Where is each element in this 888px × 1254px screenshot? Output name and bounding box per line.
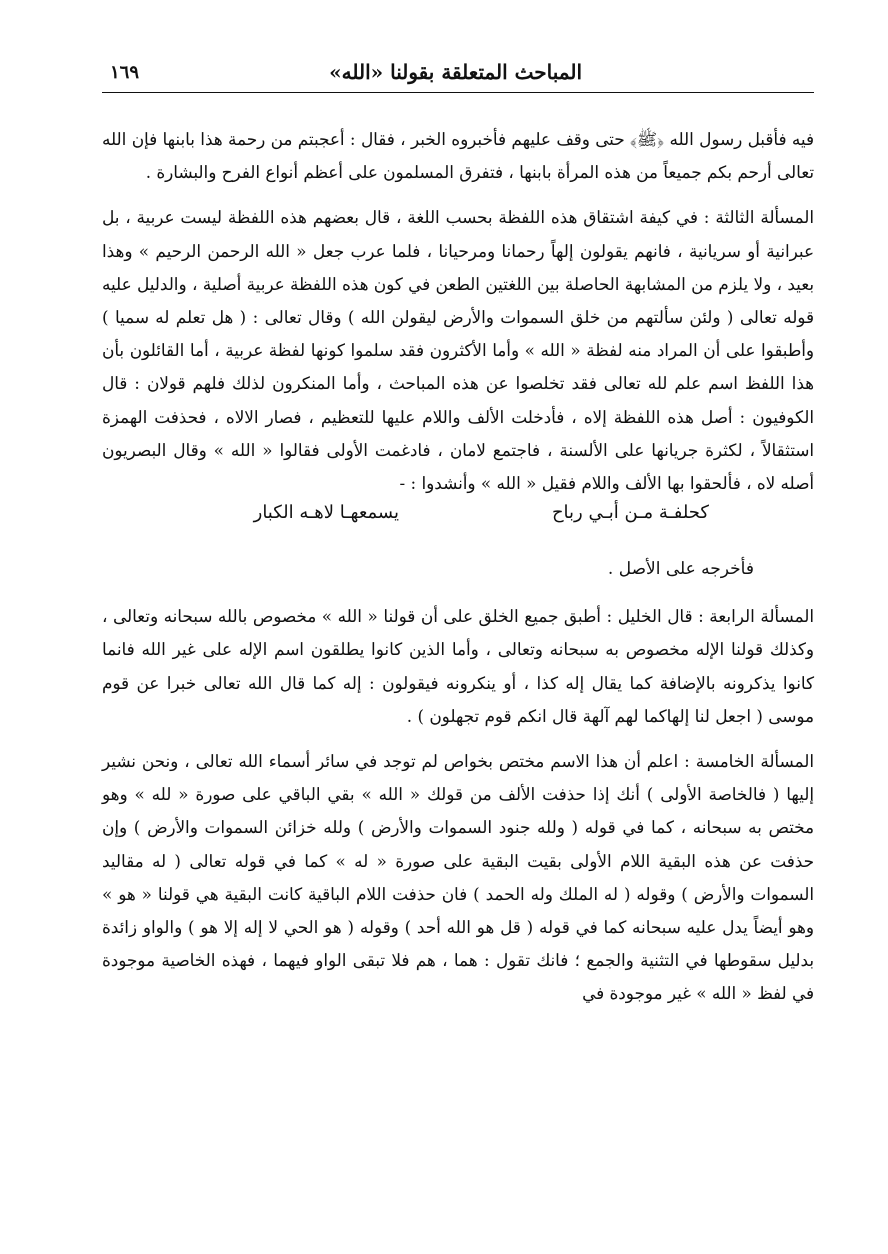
paragraph-1: فيه فأقبل رسول الله ﴿ﷺ﴾ حتى وقف عليهم فأخبروه الخبر ، فقال : أعجبتم من رحمة هذا بابنها فإن الله تعالى أرحم بكم جميعاً من هذه المرأة بابنها ، فتفرق المسلمون على أعظم أنواع الفرح والبشارة . (102, 129, 814, 183)
page-body (102, 93, 814, 1011)
poem-first-hemistich: كحلفـة مـن أبـي رباح (551, 502, 709, 524)
poem-verse (102, 502, 814, 544)
page-header (102, 58, 814, 93)
book-page (102, 58, 814, 1158)
poem-second-hemistich: يسمعهـا لاهـه الكبار (253, 502, 399, 524)
paragraph-4: المسألة الخامسة : اعلم أن هذا الاسم مختص بخواص لم توجد في سائر أسماء الله تعالى ، ونحن نشير إليها ( فالخاصة الأولى ) أنك إذا حذفت الألف من قولك « الله » بقي الباقي على صورة « لله » وهو مختص به سبحانه ، كما في قوله ( ولله جنود السموات والأرض ) ولله خزائن السموات والأرض ) وإن حذفت عن هذه البقية اللام الأولى بقيت البقية على صورة « له » كما في قوله تعالى ( له مقاليد السموات والأرض ) وقوله ( له الملك وله الحمد ) فان حذفت اللام الباقية كانت البقية هي قولنا « هو » وهو أيضاً يدل عليه سبحانه كما في قوله ( قل هو الله أحد ) وقوله ( هو الحي لا إله إلا هو ) والواو زائدة بدليل سقوطها في التثنية والجمع ؛ فانك تقول : هما ، هم فلا تبقى الواو فيهما ، فهذه الخاصية موجودة في لفظ « الله » غير موجودة في (102, 751, 814, 1004)
paragraph-2: المسألة الثالثة : في كيفة اشتقاق هذه اللفظة بحسب اللغة ، قال بعضهم هذه اللفظة ليست عربية ، بل عبرانية أو سريانية ، فانهم يقولون إلهاً رحمانا ومرحيانا ، فلما عرب جعل « الله الرحمن الرحيم » وهذا بعيد ، ولا يلزم من المشابهة الحاصلة بين اللغتين الطعن في كون هذه اللفظة عربية أصلية ، والدليل عليه قوله تعالى ( ولئن سألتهم من خلق السموات والأرض ليقولن الله ) وقال تعالى : ( هل تعلم له سميا ) وأطبقوا على أن المراد منه لفظة « الله » وأما الأكثرون فقد سلموا كونها لفظة عربية ، أما القائلون بأن هذا اللفظ اسم علم لله تعالى فقد تخلصوا عن هذه المباحث ، وأما المنكرون لذلك فلهم قولان : قال الكوفيون : أصل هذه اللفظة إلاه ، فأدخلت الألف واللام عليها للتعظيم ، فصار الالاه ، فحذفت الهمزة استثقالاً ، لكثرة جريانها على الألسنة ، فاجتمع لامان ، فادغمت الأولى فقالوا « الله » وقال البصريون أصله لاه ، فألحقوا بها الألف واللام فقيل « الله » وأنشدوا : - (102, 207, 814, 494)
page-number: ١٦٩ (110, 62, 140, 83)
paragraph-3: المسألة الرابعة : قال الخليل : أطبق جميع الخلق على أن قولنا « الله » مخصوص بالله سبحانه وتعالى ، وكذلك قولنا الإله مخصوص به سبحانه وتعالى ، وأما الذين كانوا يطلقون اسم الإله على غير الله فانما كانوا يذكرونه بالإضافة كما يقال إله كذا ، أو ينكرونه فيقولون : إله كما قال الله تعالى خبرا عن قوم موسى ( اجعل لنا إلهاكما لهم آلهة قال انكم قوم تجهلون ) . (102, 606, 814, 726)
post-poem-line: فأخرجه على الأصل . (607, 559, 754, 580)
running-title: المباحث المتعلقة بقولنا «الله» (329, 60, 582, 84)
